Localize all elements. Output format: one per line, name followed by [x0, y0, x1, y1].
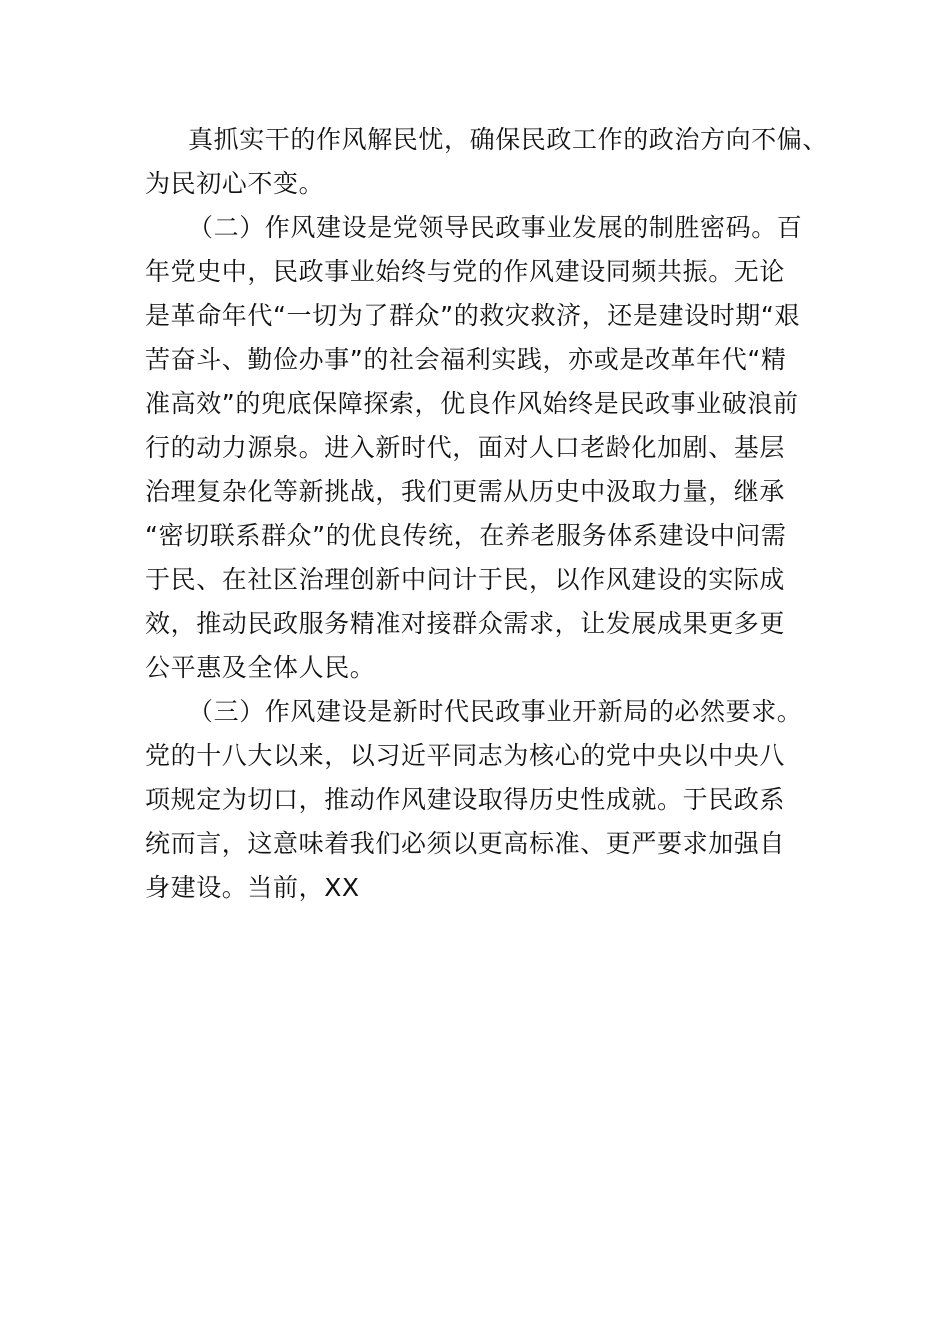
- paragraph-heading-2: （二）作风建设是党领导民政事业发展的制胜密码。百: [188, 213, 803, 242]
- text-line: 行的动力源泉。进入新时代，面对人口老龄化加剧、基层: [145, 433, 786, 462]
- text-line: 项规定为切口，推动作风建设取得历史性成就。于民政系: [145, 785, 786, 814]
- text-line: 统而言，这意味着我们必须以更高标准、更严要求加强自: [145, 829, 786, 858]
- text-line: 公平惠及全体人民。: [145, 653, 376, 682]
- text-line: 准高效”的兜底保障探索，优良作风始终是民政事业破浪前: [145, 389, 799, 418]
- text-line: 党的十八大以来，以习近平同志为核心的党中央以中央八: [145, 741, 786, 770]
- text-line: 治理复杂化等新挑战，我们更需从历史中汲取力量，继承: [145, 477, 786, 506]
- text-line: 是革命年代“一切为了群众”的救灾救济，还是建设时期“艰: [145, 301, 801, 330]
- text-line: 苦奋斗、勤俭办事”的社会福利实践，亦或是改革年代“精: [145, 345, 787, 374]
- text-line: 效，推动民政服务精准对接群众需求，让发展成果更多更: [145, 609, 786, 638]
- paragraph-heading-3: （三）作风建设是新时代民政事业开新局的必然要求。: [188, 697, 803, 726]
- text-line: 身建设。当前，XX: [145, 873, 360, 902]
- text-line: 真抓实干的作风解民忧，确保民政工作的政治方向不偏、: [188, 125, 829, 154]
- text-line: 为民初心不变。: [145, 169, 325, 198]
- text-line: “密切联系群众”的优良传统，在养老服务体系建设中问需: [145, 521, 787, 550]
- text-line: 于民、在社区治理创新中问计于民，以作风建设的实际成: [145, 565, 786, 594]
- text-line: 年党史中，民政事业始终与党的作风建设同频共振。无论: [145, 257, 786, 286]
